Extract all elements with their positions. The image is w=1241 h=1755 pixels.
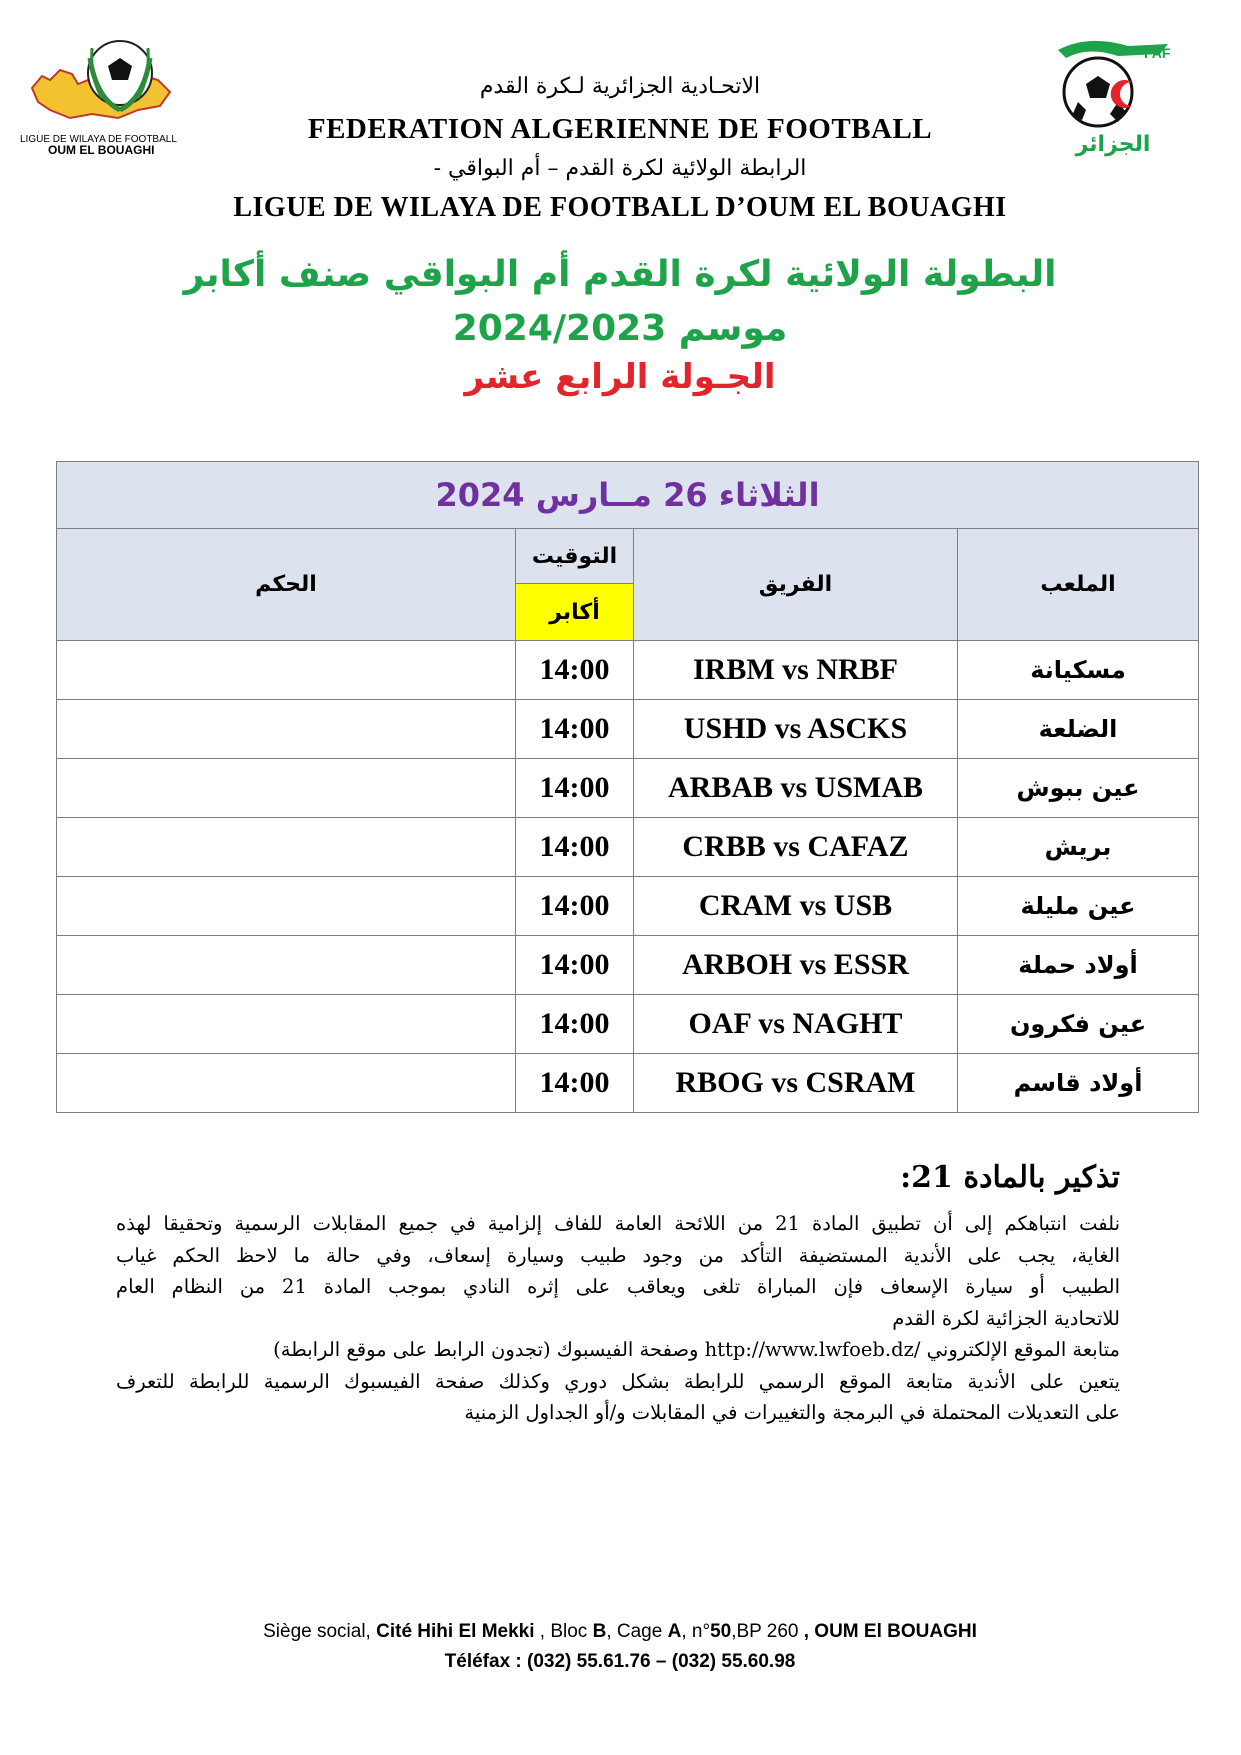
table-row [57, 700, 1199, 759]
footer-part: Siège social, [263, 1621, 371, 1642]
match-cell: OAF vs NAGHT [634, 995, 958, 1054]
reminder-line: نلفت انتباهكم إلى أن تطبيق المادة 21 من اللائحة العامة للفاف إلزامية في جميع المقابلات الرسمية وتحقيقا لهذه [116, 1212, 1120, 1235]
venue-cell: أولاد قاسم [958, 1054, 1199, 1113]
time-header: التوقيت [516, 529, 634, 584]
league-logo-caption-1: LIGUE DE WILAYA DE FOOTBALL [20, 134, 177, 145]
time-cell: 14:00 [516, 995, 634, 1054]
time-cell: 14:00 [516, 759, 634, 818]
fixtures-table [56, 461, 1199, 1113]
federation-name-fr: FEDERATION ALGERIENNE DE FOOTBALL [307, 113, 933, 145]
time-cell: 14:00 [516, 818, 634, 877]
venue-cell: بريش [958, 818, 1199, 877]
referee-cell [57, 877, 516, 936]
league-emblem-icon [20, 18, 180, 130]
reminder-title: تذكير بالمادة 21: [900, 1160, 1120, 1195]
referee-header: الحكم [57, 529, 516, 641]
season-title: موسم 2024/2023 [452, 308, 788, 349]
table-row [57, 936, 1199, 995]
reminder-line: الغاية، يجب على الأندية المستضيفة التأكد من وجود طبيب وسيارة إسعاف، وفي حالة ما لاحظ الحكم غياب [116, 1243, 1120, 1267]
venue-cell: عين ببوش [958, 759, 1199, 818]
footer-part: , n° [681, 1621, 711, 1642]
venue-cell: الضلعة [958, 700, 1199, 759]
referee-cell [57, 818, 516, 877]
footer-part: , Bloc [539, 1621, 588, 1642]
footer-part: B [592, 1621, 607, 1642]
federation-name-ar: الاتحـادية الجزائرية لـكرة القدم [479, 74, 761, 99]
match-cell: USHD vs ASCKS [634, 700, 958, 759]
faf-abbr: FAF [1144, 45, 1171, 61]
match-date: الثلاثاء 26 مــارس 2024 [57, 462, 1199, 529]
footer-address [120, 1621, 1120, 1643]
venue-cell: مسكيانة [958, 641, 1199, 700]
venue-cell: عين مليلة [958, 877, 1199, 936]
venue-cell: عين فكرون [958, 995, 1199, 1054]
header-row [57, 529, 1199, 584]
table-row [57, 995, 1199, 1054]
time-cell: 14:00 [516, 936, 634, 995]
reminder-link-line: متابعة الموقع الإلكتروني /http://www.lwfoeb.dz وصفحة الفيسبوك (تجدون الرابط على موقع الرابطة) [273, 1338, 1120, 1361]
venue-header: الملعب [958, 529, 1199, 641]
league-logo [20, 18, 180, 158]
table-row [57, 818, 1199, 877]
match-cell: ARBAB vs USMAB [634, 759, 958, 818]
match-cell: CRAM vs USB [634, 877, 958, 936]
round-title: الجـولة الرابع عشر [464, 357, 776, 397]
referee-cell [57, 936, 516, 995]
match-cell: IRBM vs NRBF [634, 641, 958, 700]
time-cell: 14:00 [516, 641, 634, 700]
table-row [57, 641, 1199, 700]
referee-cell [57, 641, 516, 700]
footer-part: Cité Hihi El Mekki [376, 1621, 535, 1642]
team-header: الفريق [634, 529, 958, 641]
match-cell: CRBB vs CAFAZ [634, 818, 958, 877]
footer-part: A [667, 1621, 682, 1642]
table-row [57, 877, 1199, 936]
faf-logo-caption: الجزائر [1075, 132, 1151, 157]
footer-part: , OUM El BOUAGHI [803, 1621, 977, 1642]
championship-title: البطولة الولائية لكرة القدم أم البواقي صنف أكابر [183, 254, 1057, 295]
match-cell: RBOG vs CSRAM [634, 1054, 958, 1113]
faf-logo [1048, 32, 1178, 162]
venue-cell: أولاد حملة [958, 936, 1199, 995]
time-cell: 14:00 [516, 877, 634, 936]
referee-cell [57, 700, 516, 759]
footer-part: , Cage [606, 1621, 663, 1642]
footer-telefax: Téléfax : (032) 55.61.76 – (032) 55.60.98 [444, 1651, 796, 1672]
reminder-line: على التعديلات المحتملة في البرمجة والتغييرات في المقابلات و/أو الجداول الزمنية [464, 1401, 1120, 1424]
reminder-line: يتعين على الأندية متابعة الموقع الرسمي للرابطة بشكل دوري وكذلك صفحة الفيسبوك الرسمية للرابطة للتعرف [116, 1369, 1120, 1393]
faf-emblem-icon [1048, 32, 1178, 132]
footer-part: 50 [710, 1621, 732, 1642]
referee-cell [57, 1054, 516, 1113]
reminder-body [116, 1208, 1120, 1429]
referee-cell [57, 759, 516, 818]
footer-part: ,BP 260 [731, 1621, 799, 1642]
time-cell: 14:00 [516, 700, 634, 759]
date-row [57, 462, 1199, 529]
table-row [57, 1054, 1199, 1113]
reminder-line: الطبيب أو سيارة الإسعاف فإن المباراة تلغى ويعاقب على إثره النادي بموجب المادة 21 من النظام العام [116, 1275, 1121, 1298]
referee-cell [57, 995, 516, 1054]
reminder-line: للاتحادية الجزائية لكرة القدم [892, 1306, 1120, 1330]
league-name-ar: الرابطة الولائية لكرة القدم – أم البواقي - [433, 156, 807, 181]
table-row [57, 759, 1199, 818]
category-label: أكابر [516, 584, 634, 641]
match-cell: ARBOH vs ESSR [634, 936, 958, 995]
time-cell: 14:00 [516, 1054, 634, 1113]
league-name-fr: LIGUE DE WILAYA DE FOOTBALL D’OUM EL BOUAGHI [233, 192, 1007, 223]
league-logo-caption-2: OUM EL BOUAGHI [48, 143, 155, 157]
